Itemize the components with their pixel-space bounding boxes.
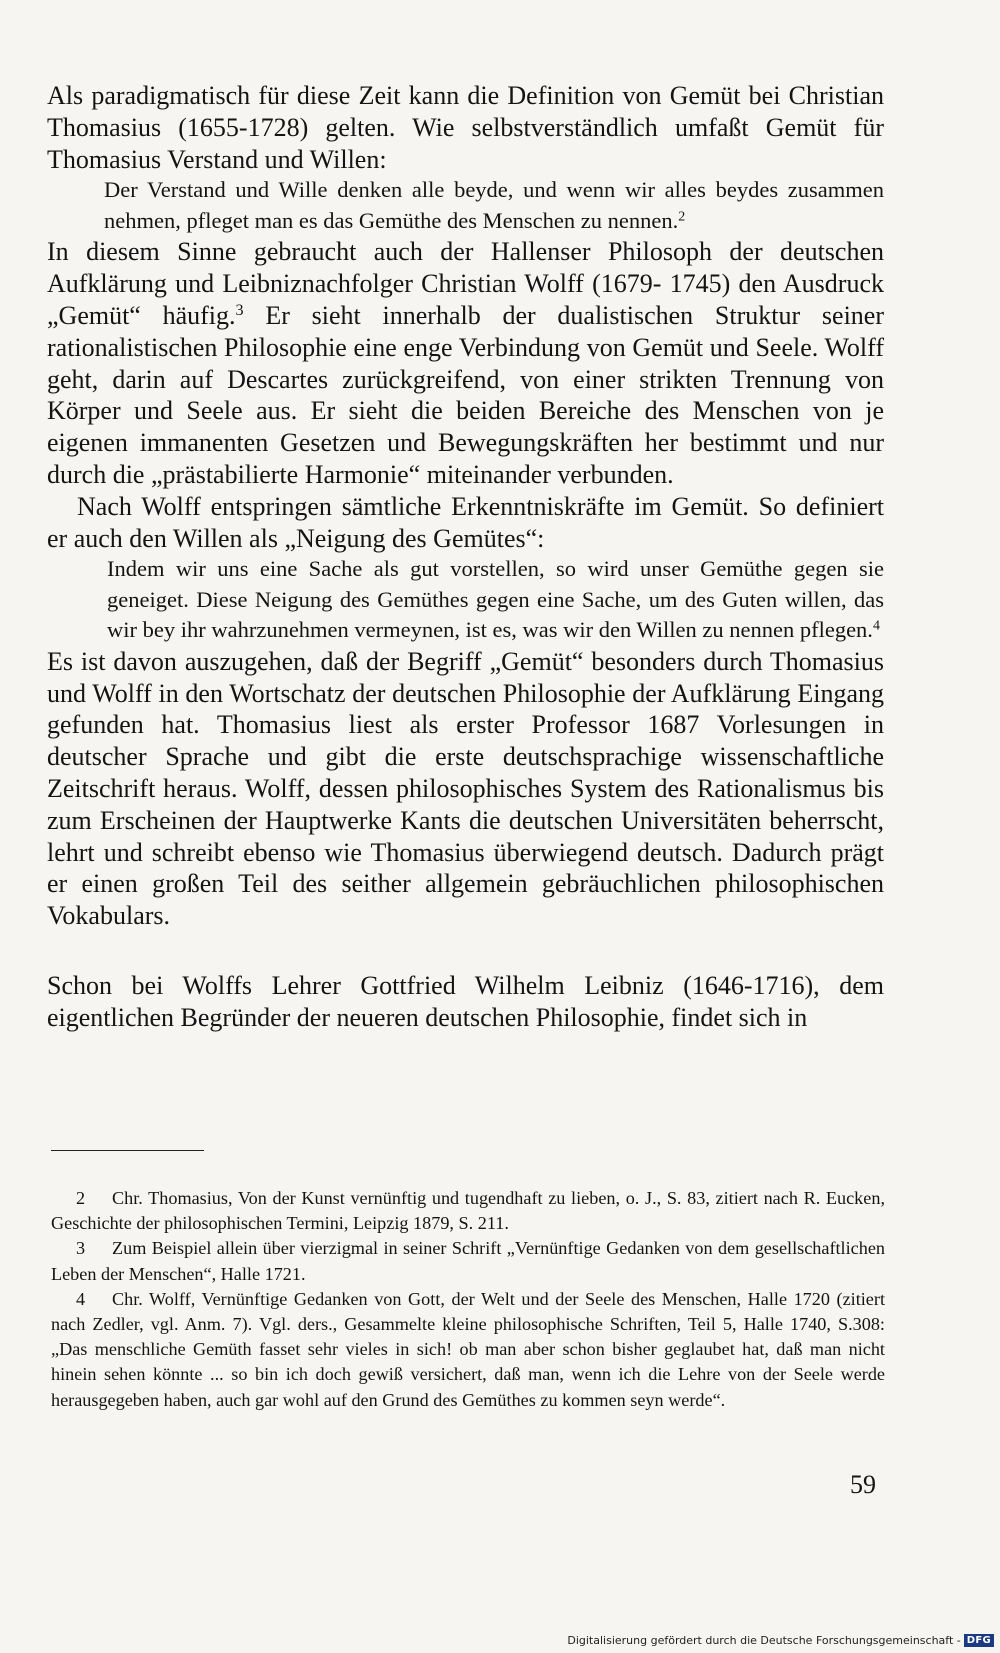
digitization-footer [567, 1630, 994, 1650]
paragraph-3: Nach Wolff entspringen sämtliche Erkenntniskräfte im Gemüt. So definiert er auch den Willen als „Neigung des Gemütes“: [47, 491, 884, 553]
footnote-ref-4[interactable]: 4 [872, 618, 880, 634]
block-quote-1-text: Der Verstand und Wille denken alle beyde, und wenn wir alles beydes zusammen nehmen, pfleget man es das Gemüthe des Menschen zu nennen. [104, 177, 884, 233]
paragraph-4: Es ist davon auszugehen, daß der Begriff „Gemüt“ besonders durch Thomasius und Wolff in den Wortschatz der deutschen Philosophie der Aufklärung Eingang gefunden hat. Thomasius liest als erster Professor 1687 Vorlesungen in deutscher Sprache und gibt die erste deutschsprachige wissenschaftliche Zeitschrift heraus. Wolff, dessen philosophisches System des Rationalismus bis zum Erscheinen der Hauptwerke Kants die deutschen Universitäten beherrscht, lehrt und schreibt ebenso wie Thomasius überwiegend deutsch. Dadurch prägt er einen großen Teil des seither allgemein gebräuchlichen philosophischen Vokabulars. [47, 646, 884, 931]
footnote-text: Chr. Wolff, Vernünftige Gedanken von Gott, der Welt und der Seele des Menschen, Halle 1720 (zitiert nach Zedler, vgl. Anm. 7). Vgl. ders., Gesammelte kleine philosophische Schriften, Teil 5, Halle 1740, S.308: „Das menschliche Gemüth fasset sehr vieles in sich! ob man aber schon bisher geglaubet hat, daß man nicht hinein sehen könnte ... so bin ich doch gewiß versichert, daß man, wenn ich die Lehre von der Seele werde herausgegeben haben, auch gar wohl auf den Grund des Gemüthes zu kommen seyn werde“. [51, 1288, 885, 1410]
block-quote-1 [47, 175, 884, 236]
paragraph-5: Schon bei Wolffs Lehrer Gottfried Wilhelm Leibniz (1646-1716), dem eigentlichen Begründer der neueren deutschen Philosophie, findet sich in [47, 971, 884, 1032]
footnotes [51, 1186, 885, 1413]
footnote-ref-3[interactable]: 3 [235, 302, 244, 320]
paragraph-2-text-b: Er sieht innerhalb der dualistischen Struktur seiner rationalistischen Philosophie eine enge Verbindung von Gemüt und Seele. Wolff geht, darin auf Descartes zurückgreifend, von einer strikten Trennung von Körper und Seele aus. Er sieht die beiden Bereiche des Menschen von je eigenen immanenten Gesetzen und Bewegungskräften her bestimmt und nur durch die „prästabilierte Harmonie“ miteinander verbunden. [47, 300, 884, 489]
footnote-ref-2[interactable]: 2 [678, 209, 686, 225]
block-quote-2-text: Indem wir uns eine Sache als gut vorstellen, so wird unser Gemüthe gegen sie geneiget. Diese Neigung des Gemüthes gegen eine Sache, um des Guten willen, das wir bey ihr wahrzunehmen vermeynen, ist es, was wir den Willen zu nennen pflegen. [107, 556, 884, 643]
page-number: 59 [850, 1470, 876, 1499]
paragraph-2 [47, 236, 884, 490]
footer-text: Digitalisierung gefördert durch die Deutsche Forschungsgemeinschaft - [567, 1633, 961, 1647]
paragraph-2-text-a: In diesem Sinne gebraucht auch der Hallenser Philosoph der deutschen Aufklärung und Leibniznachfolger Christian Wolff (1679- 1745) den Ausdruck „Gemüt“ häufig. [47, 237, 884, 330]
footnote-4 [51, 1287, 885, 1413]
footnote-text: Zum Beispiel allein über vierzigmal in seiner Schrift „Vernünftige Gedanken von dem gesellschaftlichen Leben der Menschen“, Halle 1721. [51, 1238, 885, 1284]
block-quote-2 [47, 554, 884, 646]
footnote-2 [51, 1186, 885, 1236]
paragraph-1: Als paradigmatisch für diese Zeit kann die Definition von Gemüt bei Christian Thomasius (1655-1728) gelten. Wie selbstverständlich umfaßt Gemüt für Thomasius Verstand und Willen: [47, 81, 884, 174]
main-text [47, 80, 884, 1034]
footnote-separator [51, 1150, 204, 1151]
footnote-number: 2 [76, 1188, 86, 1208]
footnote-3 [51, 1236, 885, 1286]
footnote-number: 3 [76, 1238, 86, 1259]
footnote-number: 4 [76, 1288, 86, 1309]
footnote-text: Chr. Thomasius, Von der Kunst vernünftig und tugendhaft zu lieben, o. J., S. 83, zitiert nach R. Eucken, Geschichte der philosophischen Termini, Leipzig 1879, S. 211. [51, 1188, 885, 1234]
dfg-logo: DFG [964, 1634, 994, 1647]
